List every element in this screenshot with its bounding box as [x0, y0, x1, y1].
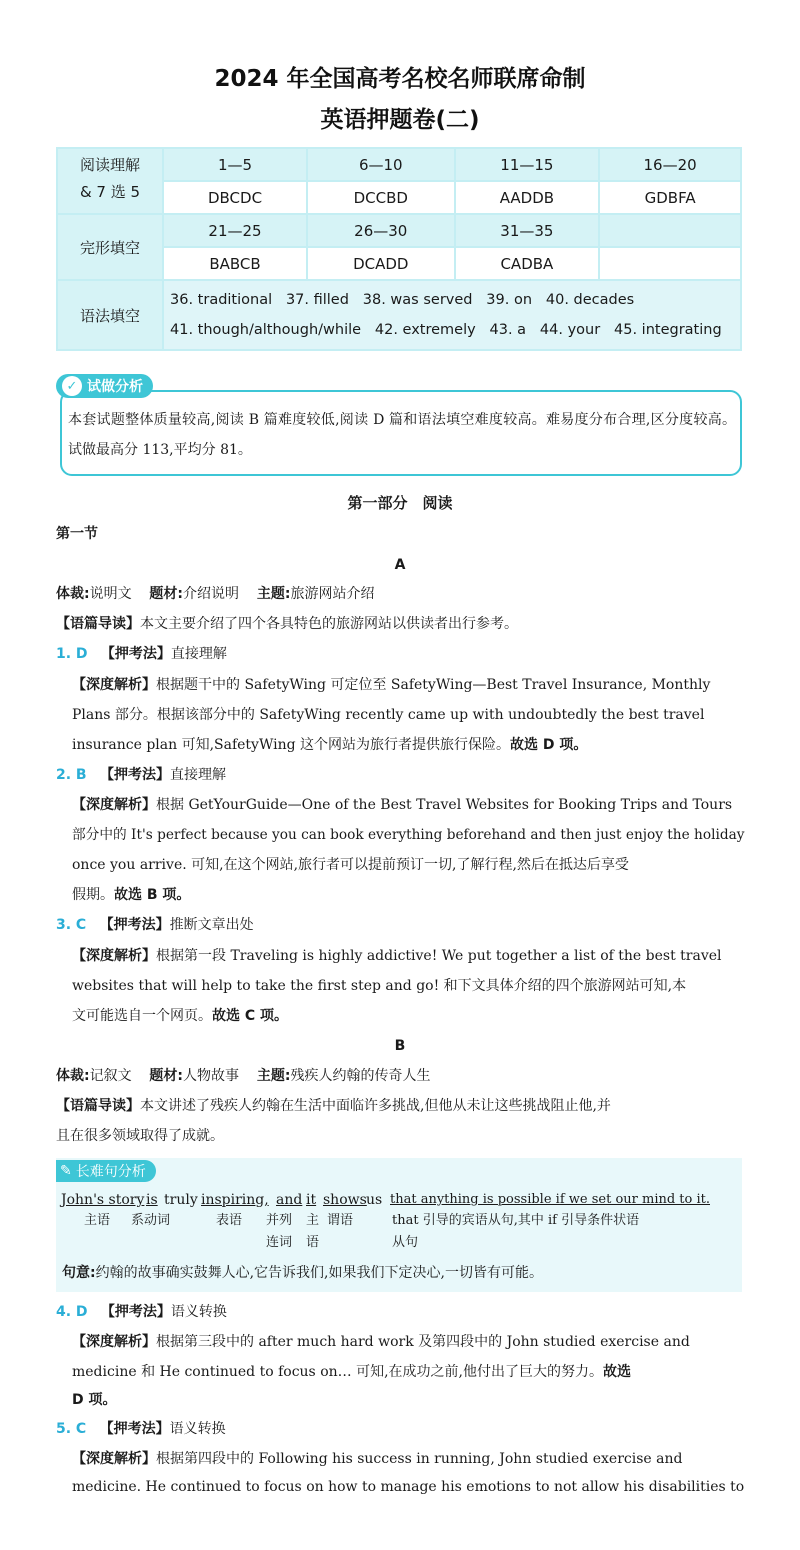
annotation: that 引导的宾语从句,其中 if 引导条件状语 — [392, 1213, 640, 1228]
sentence-word: us — [366, 1192, 383, 1208]
annotation: 谓语 — [327, 1213, 354, 1228]
analysis-line: websites that will help to take the first step and go! 和下文具体介绍的四个旅游网站可知,本 — [72, 978, 687, 994]
answer-cell: DBCDC — [164, 182, 306, 213]
long-sentence-heading: ✎ 长难句分析 — [56, 1160, 156, 1182]
sentence-word: and — [276, 1192, 303, 1208]
analysis-line: medicine 和 He continued to focus on… 可知,在成功之前,他付出了巨大的努力。故选 — [72, 1364, 631, 1380]
passage-guide: 且在很多领域取得了成就。 — [56, 1128, 224, 1144]
answer-cell: DCCBD — [308, 182, 453, 213]
analysis-heading: ✓ 试做分析 — [56, 374, 153, 398]
range-cell: 21—25 — [164, 215, 306, 246]
analysis-line: 假期。故选 B 项。 — [72, 887, 191, 903]
sentence-word: truly — [164, 1192, 198, 1208]
range-cell: 26—30 — [308, 215, 453, 246]
answer-cell: BABCB — [164, 248, 306, 279]
analysis-line: 【深度解析】根据题干中的 SafetyWing 可定位至 SafetyWing—Best Travel Insurance, Monthly — [72, 677, 711, 693]
annotation: 主 — [306, 1213, 320, 1228]
analysis-line: 部分中的 It's perfect because you can book everything beforehand and then just enjoy the holiday — [72, 827, 745, 843]
analysis-line: insurance plan 可知,SafetyWing 这个网站为旅行者提供旅行保险。故选 D 项。 — [72, 737, 588, 753]
analysis-line: D 项。 — [72, 1392, 117, 1408]
analysis-line: medicine. He continued to focus on how to manage his emotions to not allow his disabilities to — [72, 1479, 745, 1495]
passage-guide: 【语篇导读】本文讲述了残疾人约翰在生活中面临许多挑战,但他从未让这些挑战阻止他,并 — [56, 1098, 611, 1114]
grammar-line: 36. traditional 37. filled 38. was served 39. on 40. decades — [170, 292, 635, 308]
range-cell: 16—20 — [600, 149, 740, 180]
grammar-answers — [164, 281, 740, 349]
doc-title: 2024 年全国高考名校名师联席命制 — [214, 66, 586, 92]
analysis-line: 【深度解析】根据第一段 Traveling is highly addictive! We put together a list of the best travel — [72, 948, 722, 964]
annotation: 主语 — [84, 1213, 111, 1228]
annotation: 语 — [306, 1235, 320, 1250]
analysis-text: 本套试题整体质量较高,阅读 B 篇难度较低,阅读 D 篇和语法填空难度较高。难易度分布合理,区分度较高。试做最高分 113,平均分 81。 — [68, 412, 736, 458]
passage-meta: 体裁:说明文 题材:介绍说明 主题:旅游网站介绍 — [56, 586, 375, 602]
annotation: 并列 — [266, 1213, 293, 1228]
sentence-word: that anything is possible if we set our mind to it. — [390, 1192, 710, 1207]
annotation: 系动词 — [131, 1213, 171, 1228]
sentence-word: it — [306, 1192, 317, 1208]
sentence-word: is — [146, 1192, 158, 1208]
annotation: 从句 — [392, 1235, 419, 1250]
analysis-line: 【深度解析】根据 GetYourGuide—One of the Best Travel Websites for Booking Trips and Tours — [72, 797, 733, 813]
analysis-line: once you arrive. 可知,在这个网站,旅行者可以提前预订一切,了解行程,然后在抵达后享受 — [72, 857, 629, 873]
grammar-label: 语法填空 — [58, 281, 162, 349]
passage-letter: A — [394, 557, 406, 573]
reading-label: 阅读理解 & 7 选 5 — [58, 149, 162, 213]
grammar-line: 41. though/although/while 42. extremely 43. a 44. your 45. integrating — [170, 322, 722, 338]
answer-cell: DCADD — [308, 248, 453, 279]
sentence-meaning: 句意:约翰的故事确实鼓舞人心,它告诉我们,如果我们下定决心,一切皆有可能。 — [62, 1265, 543, 1281]
analysis-line: 【深度解析】根据第四段中的 Following his success in running, John studied exercise and — [72, 1451, 683, 1467]
range-cell — [600, 215, 740, 246]
analysis-line: Plans 部分。根据该部分中的 SafetyWing recently came up with undoubtedly the best travel — [72, 707, 705, 723]
range-cell: 31—35 — [456, 215, 599, 246]
check-circle-icon: ✓ — [62, 376, 82, 396]
analysis-line: 文可能选自一个网页。故选 C 项。 — [72, 1008, 289, 1024]
question-header: 2. B 【押考法】直接理解 — [56, 767, 226, 783]
sentence-word: shows — [323, 1192, 367, 1208]
question-header: 1. D 【押考法】直接理解 — [56, 646, 227, 662]
answer-cell: CADBA — [456, 248, 599, 279]
annotation: 表语 — [216, 1213, 243, 1228]
analysis-line: 【深度解析】根据第三段中的 after much hard work 及第四段中的 John studied exercise and — [72, 1334, 690, 1350]
answer-cell: AADDB — [456, 182, 599, 213]
section-heading: 第一节 — [56, 526, 98, 542]
passage-meta: 体裁:记叙文 题材:人物故事 主题:残疾人约翰的传奇人生 — [56, 1068, 431, 1084]
pen-icon: ✎ — [60, 1163, 72, 1179]
part-heading: 第一部分 阅读 — [347, 494, 453, 512]
doc-subtitle: 英语押题卷(二) — [320, 107, 480, 133]
question-header: 4. D 【押考法】语义转换 — [56, 1304, 227, 1320]
question-header: 3. C 【押考法】推断文章出处 — [56, 917, 254, 933]
annotation: 连词 — [266, 1235, 293, 1250]
range-cell: 11—15 — [456, 149, 599, 180]
answer-table — [56, 147, 742, 351]
answer-cell — [600, 248, 740, 279]
range-cell: 1—5 — [164, 149, 306, 180]
range-cell: 6—10 — [308, 149, 453, 180]
passage-letter: B — [394, 1038, 406, 1054]
answer-cell: GDBFA — [600, 182, 740, 213]
sentence-word: John's story — [61, 1192, 145, 1208]
passage-guide: 【语篇导读】本文主要介绍了四个各具特色的旅游网站以供读者出行参考。 — [56, 616, 518, 632]
sentence-word: inspiring, — [201, 1192, 269, 1208]
cloze-label: 完形填空 — [58, 215, 162, 279]
question-header: 5. C 【押考法】语义转换 — [56, 1421, 226, 1437]
